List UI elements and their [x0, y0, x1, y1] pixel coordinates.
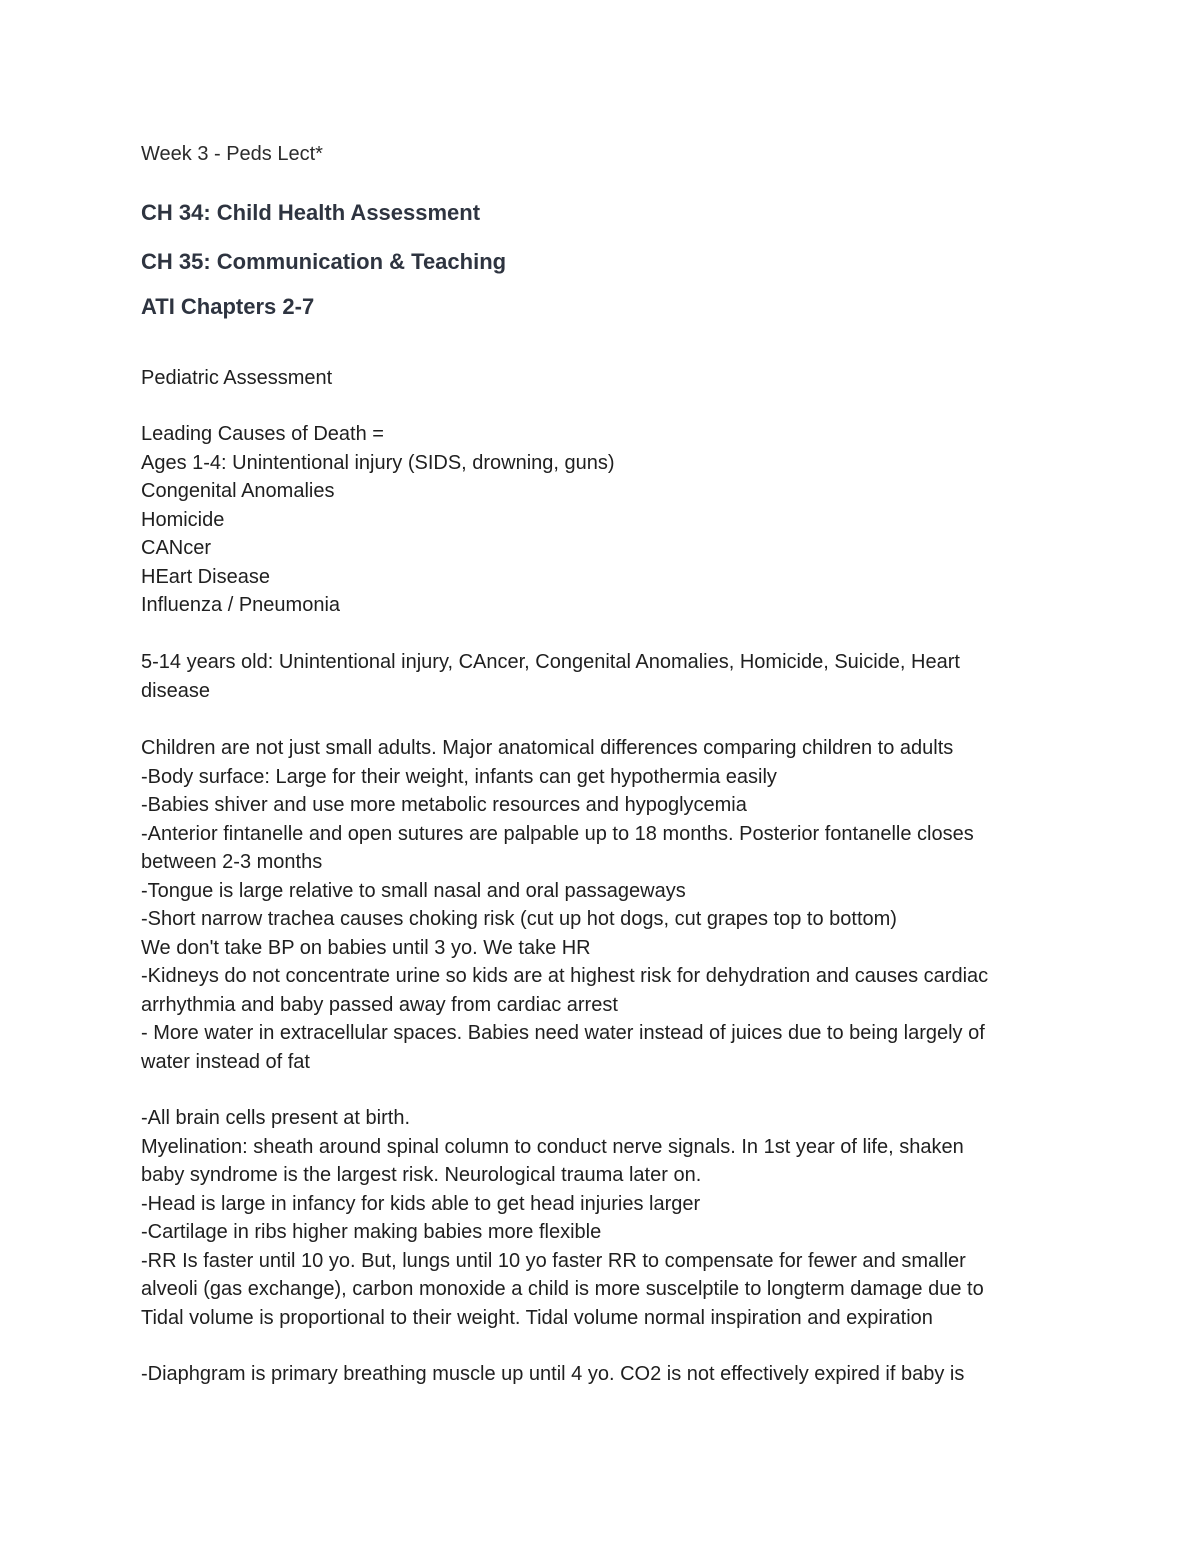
- paragraph-line: We don't take BP on babies until 3 yo. We take HR: [141, 936, 591, 959]
- paragraph-line: -Kidneys do not concentrate urine so kids are at highest risk for dehydration and causes cardiac: [141, 965, 989, 987]
- paragraph-line: Tidal volume is proportional to their weight. Tidal volume normal inspiration and expiration: [141, 1306, 933, 1329]
- paragraph-line: disease: [141, 679, 210, 702]
- paragraph-line: Influenza / Pneumonia: [141, 594, 341, 616]
- paragraph-line: -All brain cells present at birth.: [141, 1107, 411, 1129]
- paragraph-line: between 2-3 months: [141, 851, 323, 873]
- brain-paragraph: [141, 1104, 1071, 1332]
- heading-ch34: CH 34: Child Health Assessment: [141, 200, 481, 225]
- differences-paragraph: [141, 734, 1071, 1076]
- paragraph-line: water instead of fat: [141, 1050, 310, 1073]
- diaphragm-paragraph: [141, 1360, 1071, 1389]
- causes-paragraph: [141, 420, 1071, 620]
- paragraph-line: -Head is large in infancy for kids able to get head injuries larger: [141, 1192, 701, 1215]
- paragraph-line: arrhythmia and baby passed away from cardiac arrest: [141, 993, 618, 1016]
- paragraph-line: HEart Disease: [141, 565, 270, 588]
- section-title-text: Pediatric Assessment: [141, 367, 333, 389]
- paragraph-line: -Short narrow trachea causes choking risk (cut up hot dogs, cut grapes top to bottom): [141, 908, 897, 930]
- paragraph-line: Ages 1-4: Unintentional injury (SIDS, drowning, guns): [141, 451, 615, 474]
- paragraph-line: Children are not just small adults. Major anatomical differences comparing children to adults: [141, 737, 954, 759]
- paragraph-line: -Body surface: Large for their weight, infants can get hypothermia easily: [141, 765, 777, 788]
- paragraph-line: Leading Causes of Death =: [141, 423, 384, 445]
- paragraph-line: Myelination: sheath around spinal column to conduct nerve signals. In 1st year of life, shaken: [141, 1135, 964, 1158]
- document-title: Week 3 - Peds Lect*: [141, 143, 323, 165]
- ages-paragraph: [141, 648, 1071, 705]
- paragraph-line: -Cartilage in ribs higher making babies more flexible: [141, 1221, 602, 1243]
- paragraph-line: -Anterior fintanelle and open sutures are palpable up to 18 months. Posterior fontanelle closes: [141, 822, 974, 845]
- heading-ch35: CH 35: Communication & Teaching: [141, 249, 507, 274]
- paragraph-line: -Tongue is large relative to small nasal and oral passageways: [141, 879, 686, 902]
- paragraph-line: CANcer: [141, 537, 212, 559]
- paragraph-line: alveoli (gas exchange), carbon monoxide a child is more suscelptile to longterm damage due to: [141, 1278, 984, 1300]
- paragraph-line: baby syndrome is the largest risk. Neurological trauma later on.: [141, 1164, 702, 1186]
- paragraph-line: -Babies shiver and use more metabolic resources and hypoglycemia: [141, 794, 747, 816]
- paragraph-line: -Diaphgram is primary breathing muscle up until 4 yo. CO2 is not effectively expired if baby is: [141, 1363, 965, 1385]
- paragraph-line: 5-14 years old: Unintentional injury, CAncer, Congenital Anomalies, Homicide, Suicide, Heart: [141, 651, 960, 673]
- paragraph-line: - More water in extracellular spaces. Babies need water instead of juices due to being largely of: [141, 1022, 985, 1044]
- section-title: [141, 364, 1071, 393]
- paragraph-line: -RR Is faster until 10 yo. But, lungs until 10 yo faster RR to compensate for fewer and smaller: [141, 1249, 966, 1272]
- heading-ati: ATI Chapters 2-7: [141, 294, 315, 319]
- paragraph-line: Homicide: [141, 508, 225, 531]
- paragraph-line: Congenital Anomalies: [141, 480, 335, 502]
